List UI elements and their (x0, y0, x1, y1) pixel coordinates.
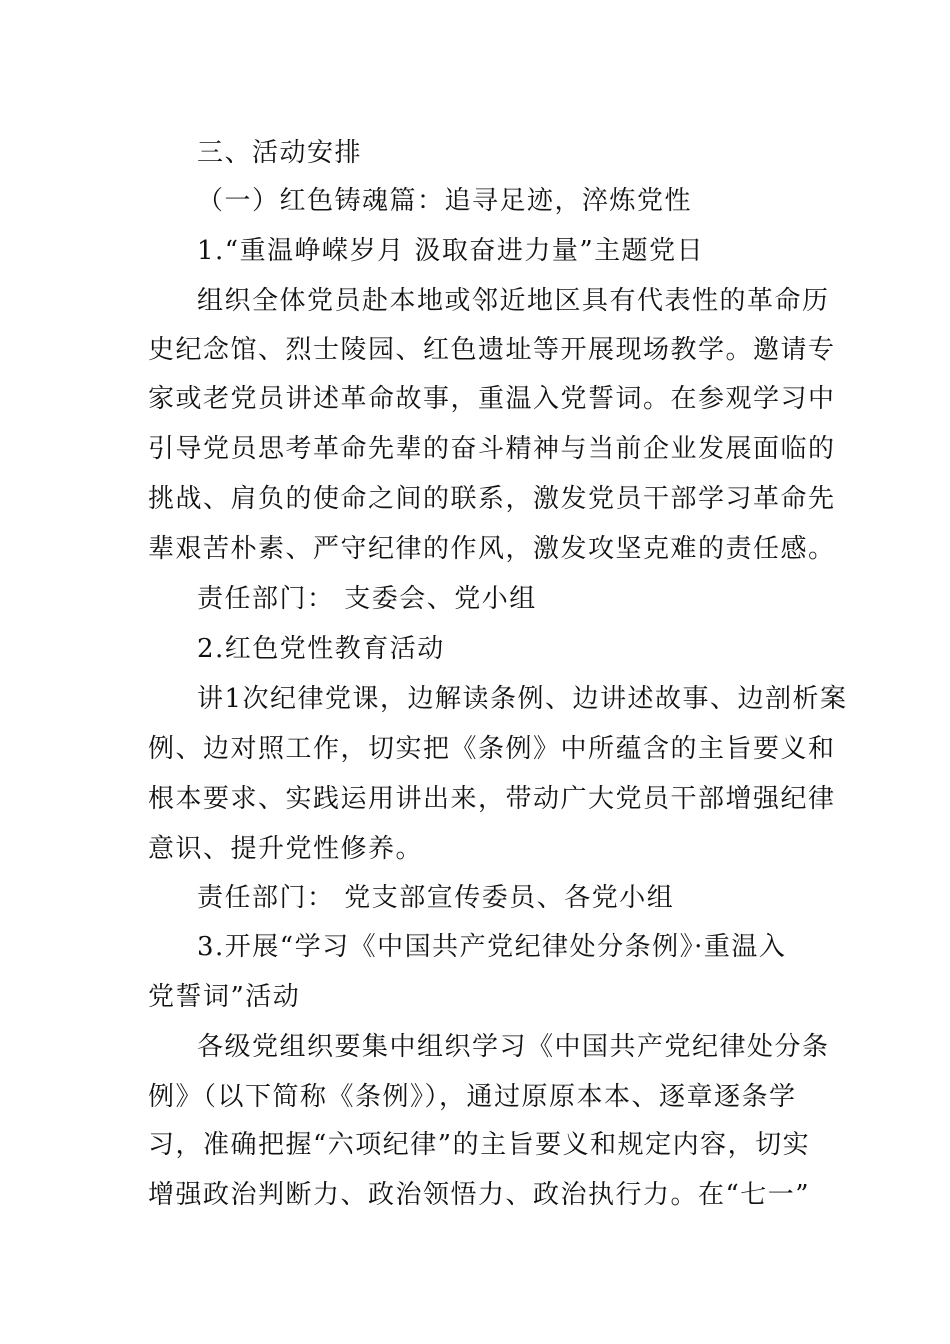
item-1-body-line: 史纪念馆、烈士陵园、红色遗址等开展现场教学。邀请专 (148, 335, 836, 365)
item-3-body-line: 习，准确把握“六项纪律”的主旨要义和规定内容，切实 (148, 1130, 811, 1160)
item-2-body-line: 根本要求、实践运用讲出来，带动广大党员干部增强纪律 (148, 784, 836, 814)
item-1-responsibility: 责任部门： 支委会、党小组 (197, 584, 537, 614)
item-3-title-line: 3.开展“学习《中国共产党纪律处分条例》·重温入 (197, 932, 787, 962)
item-3-body-line: 增强政治判断力、政治领悟力、政治执行力。在“七一” (148, 1180, 811, 1210)
item-3-body-line: 各级党组织要集中组织学习《中国共产党纪律处分条 (197, 1032, 830, 1062)
section-heading: 三、活动安排 (197, 138, 363, 168)
item-2-responsibility: 责任部门： 党支部宣传委员、各党小组 (197, 883, 675, 913)
item-3-title-line: 党誓词”活动 (148, 982, 301, 1012)
item-1-body-line: 挑战、肩负的使命之间的联系，激发党员干部学习革命先 (148, 484, 836, 514)
item-2-body-line: 意识、提升党性修养。 (148, 834, 424, 864)
item-1-body-line: 引导党员思考革命先辈的奋斗精神与当前企业发展面临的 (148, 434, 836, 464)
item-1-body-line: 组织全体党员赴本地或邻近地区具有代表性的革命历 (197, 286, 830, 316)
item-1-body-line: 家或老党员讲述革命故事，重温入党誓词。在参观学习中 (148, 384, 836, 414)
item-2-body-line: 讲1次纪律党课，边解读条例、边讲述故事、边剖析案 (197, 684, 848, 714)
item-2-body-line: 例、边对照工作，切实把《条例》中所蕴含的主旨要义和 (148, 734, 836, 764)
subsection-heading: （一）红色铸魂篇：追寻足迹，淬炼党性 (197, 186, 693, 216)
item-3-body-line: 例》（以下简称《条例》），通过原原本本、逐章逐条学 (148, 1082, 797, 1112)
item-2-title: 2.红色党性教育活动 (197, 634, 445, 664)
item-1-title: 1.“重温峥嵘岁月 汲取奋进力量”主题党日 (197, 236, 705, 266)
item-1-body-line: 辈艰苦朴素、严守纪律的作风，激发攻坚克难的责任感。 (148, 534, 836, 564)
